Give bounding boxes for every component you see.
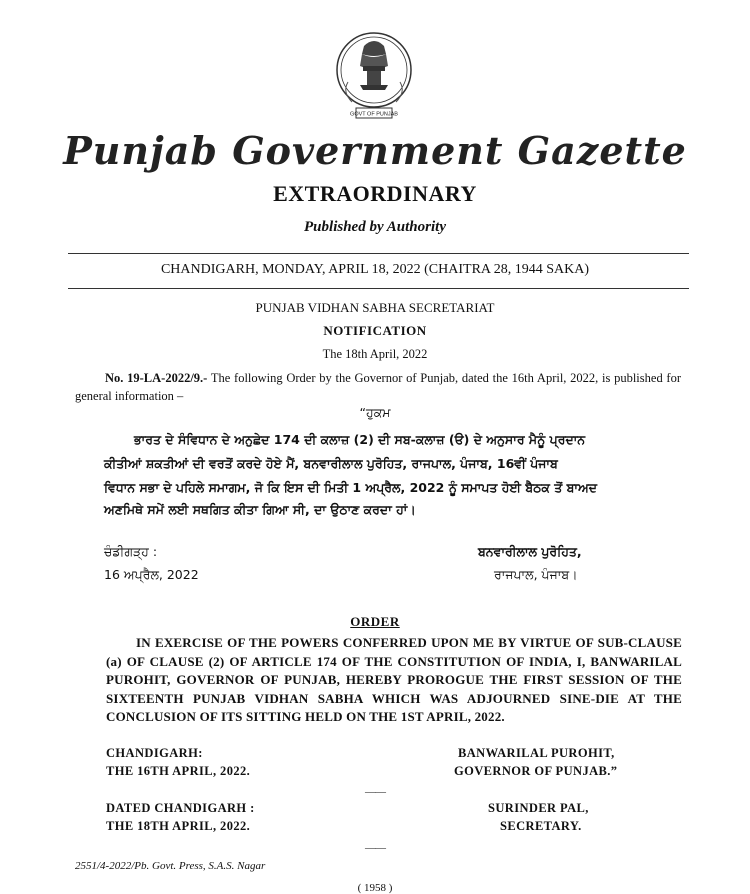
punjabi-signatory-name: ਬਨਵਾਰੀਲਾਲ ਪੁਰੋਹਿਤ, <box>478 544 582 559</box>
emblem-label: GOVT OF PUNJAB <box>350 111 398 118</box>
intro-text: The following Order by the Governor of Punjab, dated the 16th April, 2022, is published for general information – <box>75 371 682 403</box>
bottom-rule <box>68 288 689 289</box>
order-place: CHANDIGARH: <box>106 746 203 760</box>
governor-title: GOVERNOR OF PUNJAB.” <box>454 764 618 778</box>
dated-date: THE 18TH APRIL, 2022. <box>106 819 251 833</box>
notification-date: The 18th April, 2022 <box>322 347 428 361</box>
state-emblem-icon <box>334 24 414 132</box>
order-date: THE 16TH APRIL, 2022. <box>106 764 251 778</box>
punjabi-order-heading: “ਹੁਕਮ <box>359 405 391 420</box>
secretariat-name: PUNJAB VIDHAN SABHA SECRETARIAT <box>255 300 495 315</box>
dated-place: DATED CHANDIGARH : <box>106 801 255 815</box>
punjabi-place: ਚੰਡੀਗੜ੍ਹ : <box>104 544 158 559</box>
punjabi-order-line-1: ਭਾਰਤ ਦੇ ਸੰਵਿਧਾਨ ਦੇ ਅਨੁਛੇਦ 174 ਦੀ ਕਲਾਜ਼ (2) ਦੀ ਸਬ-ਕਲਾਜ਼ (ੳ) ਦੇ ਅਨੁਸਾਰ ਮੈਨੂੰ ਪ੍ਰਦਾਨ <box>134 432 586 447</box>
notification-number: No. 19-LA-2022/9.- <box>105 371 208 385</box>
punjabi-date: 16 ਅਪ੍ਰੈਲ, 2022 <box>104 567 199 582</box>
punjabi-order-line-2: ਕੀਤੀਆਂ ਸ਼ਕਤੀਆਂ ਦੀ ਵਰਤੋਂ ਕਰਦੇ ਹੋਏ ਮੈਂ, ਬਨਵਾਰੀਲਾਲ ਪੁਰੋਹਿਤ, ਰਾਜਪਾਲ, ਪੰਜਾਬ, 16ਵੀਂ ਪੰਜਾਬ <box>104 456 558 471</box>
order-body: IN EXERCISE OF THE POWERS CONFERRED UPON ME BY VIRTUE OF SUB-CLAUSE (a) OF CLAUSE (2) OF ARTICLE 174 OF THE CONSTITUTION OF INDIA, I, BANWARILAL PUROHIT, GOVERNOR OF PUNJAB, HEREBY PROROGUE THE FIRST SESSION OF THE SIXTEENTH PUNJAB VIDHAN SABHA WHICH WAS ADJOURNED SINE-DIE AT THE CONCLUSION OF ITS SITTING HELD ON THE 1ST APRIL, 2022. <box>106 635 682 724</box>
dateline: CHANDIGARH, MONDAY, APRIL 18, 2022 (CHAITRA 28, 1944 SAKA) <box>160 262 590 277</box>
page-number: ( 1958 ) <box>357 882 393 894</box>
punjabi-signatory-title: ਰਾਜਪਾਲ, ਪੰਜਾਬ। <box>494 567 578 582</box>
separator-2: —— <box>365 842 385 854</box>
punjabi-order-line-4: ਅਣਮਿਥੇ ਸਮੇਂ ਲਈ ਸਥਗਿਤ ਕੀਤਾ ਗਿਆ ਸੀ, ਦਾ ਉਠਾਣ ਕਰਦਾ ਹਾਂ। <box>104 502 416 517</box>
notification-title: NOTIFICATION <box>323 323 427 338</box>
gazette-title: Punjab Government Gazette <box>63 128 687 173</box>
secretary-title: SECRETARY. <box>500 819 582 833</box>
governor-name: BANWARILAL PUROHIT, <box>458 746 615 760</box>
punjabi-order-line-3: ਵਿਧਾਨ ਸਭਾ ਦੇ ਪਹਿਲੇ ਸਮਾਗਮ, ਜੋ ਕਿ ਇਸ ਦੀ ਮਿਤੀ 1 ਅਪ੍ਰੈਲ, 2022 ਨੂੰ ਸਮਾਪਤ ਹੋਈ ਬੈਠਕ ਤੋਂ ਬਾਅਦ <box>104 480 598 495</box>
extraordinary-heading: EXTRAORDINARY <box>273 181 477 206</box>
press-imprint: 2551/4-2022/Pb. Govt. Press, S.A.S. Nagar <box>75 860 266 872</box>
secretary-name: SURINDER PAL, <box>488 801 589 815</box>
top-rule <box>68 253 689 254</box>
order-heading: ORDER <box>350 614 400 629</box>
notification-intro <box>75 369 681 405</box>
separator-1: —— <box>365 786 385 798</box>
published-by-line: Published by Authority <box>304 219 446 235</box>
